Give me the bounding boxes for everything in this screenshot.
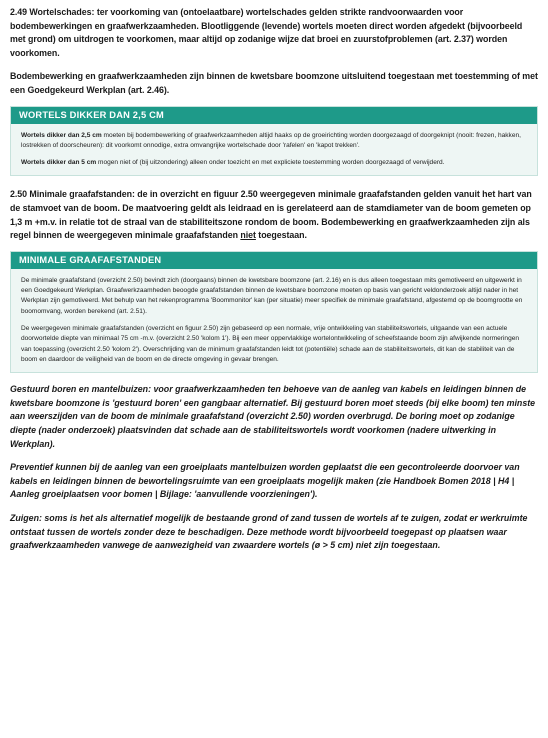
info-box-roots-para-1 — [21, 131, 527, 152]
paragraph-directional-drilling: Gestuurd boren en mantelbuizen: voor graafwerkzaamheden ten behoeve van de aanleg van kabels en leidingen binnen de kwetsbare boomzone is 'gestuurd boren' een gangbaar alternatief. Bij gestuurd boren moet steeds (bij elke boom) ten minste aan weerszijden van de boom de minimale graafafstand (overzicht 2.50) worden overbrugd. De boring moet op zodanige diepte (nader onderzoek) plaatsvinden dat schade aan de stabiliteitswortels wordt voorkomen (nadere uitwerking in Werkplan). — [10, 384, 536, 449]
roots-5cm-label: Wortels dikker dan 5 cm — [21, 159, 97, 167]
paragraph-permission — [10, 70, 538, 97]
info-box-distances-header: MINIMALE GRAAFAFSTANDEN — [11, 252, 537, 269]
paragraph-2-49 — [10, 6, 538, 60]
roots-2-5cm-label: Wortels dikker dan 2,5 cm — [21, 131, 102, 139]
paragraph-conduits: Preventief kunnen bij de aanleg van een groeiplaats mantelbuizen worden geplaatst die een gecontroleerde doorvoer van kabels en leidingen binnen de bewortelingsruimte van een groeiplaats mogelijk maken (zie Handboek Bomen 2018 | H4 | Aanleg groeiplaatsen voor bomen | Bijlage: 'aanvullende voorzieningen'). — [10, 462, 520, 500]
article-2-50-end: toegestaan. — [255, 230, 307, 241]
info-box-distances-para-1: De minimale graafafstand (overzicht 2.50) bevindt zich (doorgaans) binnen de kwetsbare boomzone (art. 2.16) en is dus alleen toegestaan mits gemotiveerd en uitgewerkt in een Goedgekeurd Werkplan. Graafwerkzaamheden beoogde graafafstanden binnen de kwetsbare boomzone moeten op basis van gericht veldonderzoek altijd nader in het Werkplan zijn gemotiveerd. Met behulp van het rekenprogramma 'Boommonitor' kan (per situatie) meer specifiek de minimale graafafstand, afgestemd op de boomgrootte en boomomvang, worden berekend (art. 2.51). — [21, 276, 523, 315]
info-box-distances-para-2: De weergegeven minimale graafafstanden (overzicht en figuur 2.50) zijn gebaseerd op een normale, vrije ontwikkeling van stabiliteitswortels, uitgaande van een actuele doorwortelde diepte van minimaal 75 cm -m.v. (overzicht 2.50 'kolom 1'). Bij een meer oppervlakkige wortelontwikkeling of scheefstaande boom zijn afwijkende normeringen van toepassing (overzicht 2.50 'kolom 2'). Overschrijding van de minimum graafafstanden leidt tot (potentiële) schade aan de stabiliteitswortels, dit kan de stabiliteit van de boom en daardoor de veiligheid van de boom en de directe omgeving in gevaar brengen. — [21, 325, 520, 363]
info-box-roots — [10, 106, 538, 177]
article-2-49-title: 2.49 Wortelschades: — [10, 7, 95, 17]
paragraph-suction: Zuigen: soms is het als alternatief mogelijk de bestaande grond of zand tussen de wortels af te zuigen, zodat er werkruimte ontstaat tussen de wortels zonder deze te beschadigen. Deze methode wordt bijvoorbeeld toegepast op plaatsen waar graafwerkzaamheden vanwege de aanwezigheid van zwaardere wortels (ø > 5 cm) niet zijn toegestaan. — [10, 512, 528, 551]
roots-2-5cm-text: moeten bij bodembewerking of graafwerkzaamheden altijd haaks op de groeirichting worden doorgezaagd of doorgeknipt (nooit: frezen, hakken, lostrekken of doorscheuren): dit voorkomt onnodige, extra omvangrijke wortelschade door 'rafelen' en 'kapot trekken'. — [21, 131, 521, 149]
info-box-roots-para-2 — [21, 158, 527, 168]
article-2-49-body: ter voorkoming van (ontoelaatbare) wortelschades gelden strikte randvoorwaarden voor bodembewerkingen en graafwerkzaamheden. Blootliggende (levende) wortels moeten direct worden afgedekt (bijvoorbeeld met grond) om uitdrogen te voorkomen, maar altijd op zodanige wijze dat broei en zuurstofproblemen (art. 2.37) worden voorkomen. — [10, 7, 523, 58]
article-2-50-body: 2.50 Minimale graafafstanden: de in overzicht en figuur 2.50 weergegeven minimale graafafstanden gelden vanuit het hart van de stamvoet van de boom. De maatvoering geldt als leidraad en is gerelateerd aan de stamdiameter van de boom gemeten op 1,3 m +m.v. in relatie tot de straal van de stabiliteitszone rondom de boom. Bodembewerking en graafwerkzaamheden zijn als regel binnen de weergegeven minimale graafafstanden — [10, 189, 532, 241]
article-2-50-underlined: niet — [240, 230, 256, 241]
info-box-roots-header: WORTELS DIKKER DAN 2,5 CM — [11, 107, 537, 124]
paragraph-2-50 — [10, 188, 538, 242]
permission-text: Bodembewerking en graafwerkzaamheden zijn binnen de kwetsbare boomzone uitsluitend toegestaan met toestemming of met een Goedgekeurd Werkplan (art. 2.46). — [10, 71, 538, 95]
roots-5cm-text: mogen niet of (bij uitzondering) alleen onder toezicht en met expliciete toestemming worden doorgezaagd of verwijderd. — [96, 159, 445, 167]
info-box-distances — [10, 251, 538, 373]
